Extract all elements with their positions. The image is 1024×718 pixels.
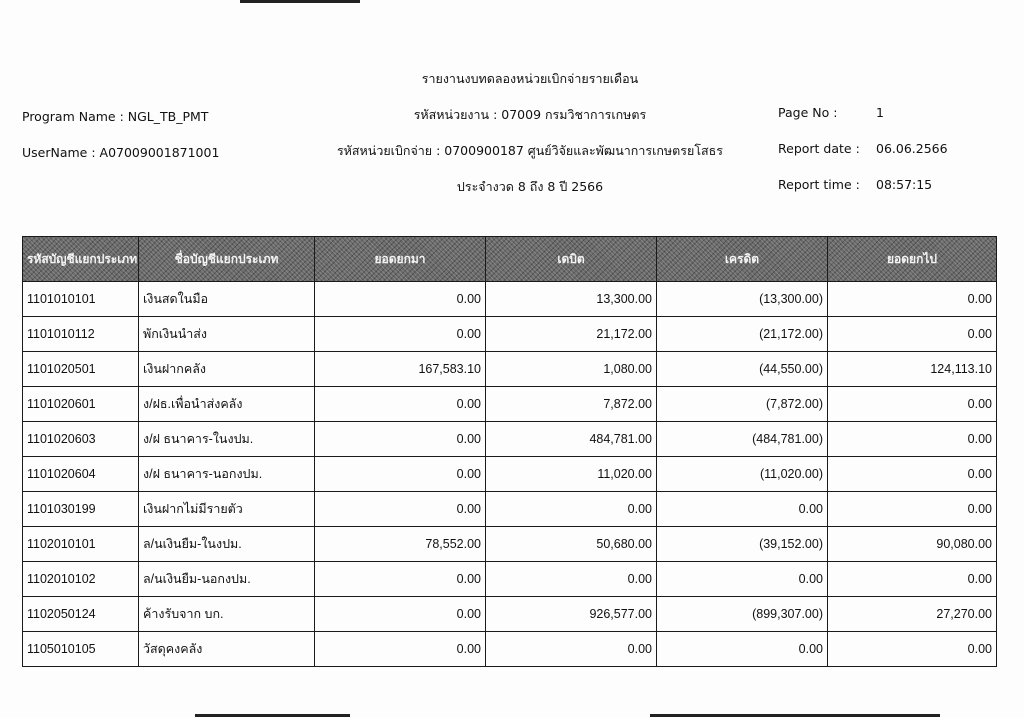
brought-forward: 167,583.10	[315, 352, 486, 387]
brought-forward: 0.00	[315, 317, 486, 352]
trial-balance-table	[22, 236, 997, 667]
table-row	[23, 527, 997, 562]
credit: 0.00	[657, 632, 828, 667]
account-name: ค้างรับจาก บก.	[139, 597, 315, 632]
table-row	[23, 562, 997, 597]
credit: (899,307.00)	[657, 597, 828, 632]
account-code: 1101020603	[23, 422, 139, 457]
report-time-value: 08:57:15	[876, 177, 933, 192]
scan-mark-bottom-right	[650, 714, 940, 717]
user-name: UserName : A07009001871001	[22, 145, 220, 160]
carried-forward: 0.00	[828, 422, 997, 457]
account-code: 1105010105	[23, 632, 139, 667]
debit: 7,872.00	[486, 387, 657, 422]
credit: (484,781.00)	[657, 422, 828, 457]
table-row	[23, 492, 997, 527]
debit: 484,781.00	[486, 422, 657, 457]
table-row	[23, 632, 997, 667]
carried-forward: 0.00	[828, 387, 997, 422]
report-time-label: Report time :	[778, 177, 860, 192]
brought-forward: 78,552.00	[315, 527, 486, 562]
account-code: 1102010101	[23, 527, 139, 562]
disbursing-unit: รหัสหน่วยเบิกจ่าย : 0700900187 ศูนย์วิจัยและพัฒนาการเกษตรยโสธร	[336, 143, 724, 158]
debit: 926,577.00	[486, 597, 657, 632]
account-name: เงินฝากไม่มีรายตัว	[139, 492, 315, 527]
report-title: รายงานงบทดลองหน่วยเบิกจ่ายรายเดือน	[421, 71, 639, 86]
brought-forward: 0.00	[315, 282, 486, 317]
debit: 0.00	[486, 632, 657, 667]
account-name: พักเงินนำส่ง	[139, 317, 315, 352]
debit: 13,300.00	[486, 282, 657, 317]
debit: 50,680.00	[486, 527, 657, 562]
report-period: ประจำงวด 8 ถึง 8 ปี 2566	[456, 179, 604, 194]
table-row	[23, 317, 997, 352]
brought-forward: 0.00	[315, 632, 486, 667]
table-row	[23, 457, 997, 492]
account-code: 1101010112	[23, 317, 139, 352]
header-credit: เครดิต	[657, 237, 828, 282]
carried-forward: 0.00	[828, 562, 997, 597]
account-name: ล/นเงินยืม-นอกงปม.	[139, 562, 315, 597]
account-code: 1102010102	[23, 562, 139, 597]
header-debit: เดบิต	[486, 237, 657, 282]
account-name: ล/นเงินยืม-ในงปม.	[139, 527, 315, 562]
account-name: วัสดุคงคลัง	[139, 632, 315, 667]
account-name: เงินสดในมือ	[139, 282, 315, 317]
credit: 0.00	[657, 492, 828, 527]
brought-forward: 0.00	[315, 562, 486, 597]
table-row	[23, 597, 997, 632]
credit: (39,152.00)	[657, 527, 828, 562]
scan-mark-bottom-left	[195, 714, 350, 717]
carried-forward: 90,080.00	[828, 527, 997, 562]
brought-forward: 0.00	[315, 422, 486, 457]
credit: (13,300.00)	[657, 282, 828, 317]
brought-forward: 0.00	[315, 597, 486, 632]
table-row	[23, 352, 997, 387]
debit: 0.00	[486, 562, 657, 597]
report-date-value: 06.06.2566	[876, 141, 948, 156]
credit: 0.00	[657, 562, 828, 597]
debit: 1,080.00	[486, 352, 657, 387]
page-no-value: 1	[876, 105, 884, 120]
debit: 0.00	[486, 492, 657, 527]
table-header-row	[23, 237, 997, 282]
report-date-label: Report date :	[778, 141, 860, 156]
debit: 21,172.00	[486, 317, 657, 352]
account-name: เงินฝากคลัง	[139, 352, 315, 387]
brought-forward: 0.00	[315, 492, 486, 527]
header-account-code: รหัสบัญชีแยกประเภท	[23, 237, 139, 282]
brought-forward: 0.00	[315, 387, 486, 422]
credit: (7,872.00)	[657, 387, 828, 422]
header-brought-forward: ยอดยกมา	[315, 237, 486, 282]
carried-forward: 0.00	[828, 492, 997, 527]
account-code: 1101020501	[23, 352, 139, 387]
carried-forward: 124,113.10	[828, 352, 997, 387]
scan-mark-top	[240, 0, 360, 3]
account-code: 1101020601	[23, 387, 139, 422]
brought-forward: 0.00	[315, 457, 486, 492]
table-row	[23, 422, 997, 457]
carried-forward: 0.00	[828, 457, 997, 492]
table-row	[23, 282, 997, 317]
header-carried-forward: ยอดยกไป	[828, 237, 997, 282]
agency-code: รหัสหน่วยงาน : 07009 กรมวิชาการเกษตร	[413, 107, 647, 122]
program-name: Program Name : NGL_TB_PMT	[22, 109, 209, 124]
page-no-label: Page No :	[778, 105, 838, 120]
carried-forward: 0.00	[828, 632, 997, 667]
credit: (44,550.00)	[657, 352, 828, 387]
credit: (11,020.00)	[657, 457, 828, 492]
credit: (21,172.00)	[657, 317, 828, 352]
account-name: ง/ฝ ธนาคาร-นอกงปม.	[139, 457, 315, 492]
account-code: 1101030199	[23, 492, 139, 527]
carried-forward: 0.00	[828, 282, 997, 317]
table-row	[23, 387, 997, 422]
account-name: ง/ฝ ธนาคาร-ในงปม.	[139, 422, 315, 457]
carried-forward: 0.00	[828, 317, 997, 352]
debit: 11,020.00	[486, 457, 657, 492]
account-code: 1101020604	[23, 457, 139, 492]
account-code: 1102050124	[23, 597, 139, 632]
header-account-name: ชื่อบัญชีแยกประเภท	[139, 237, 315, 282]
account-name: ง/ฝธ.เพื่อนำส่งคลัง	[139, 387, 315, 422]
account-code: 1101010101	[23, 282, 139, 317]
carried-forward: 27,270.00	[828, 597, 997, 632]
